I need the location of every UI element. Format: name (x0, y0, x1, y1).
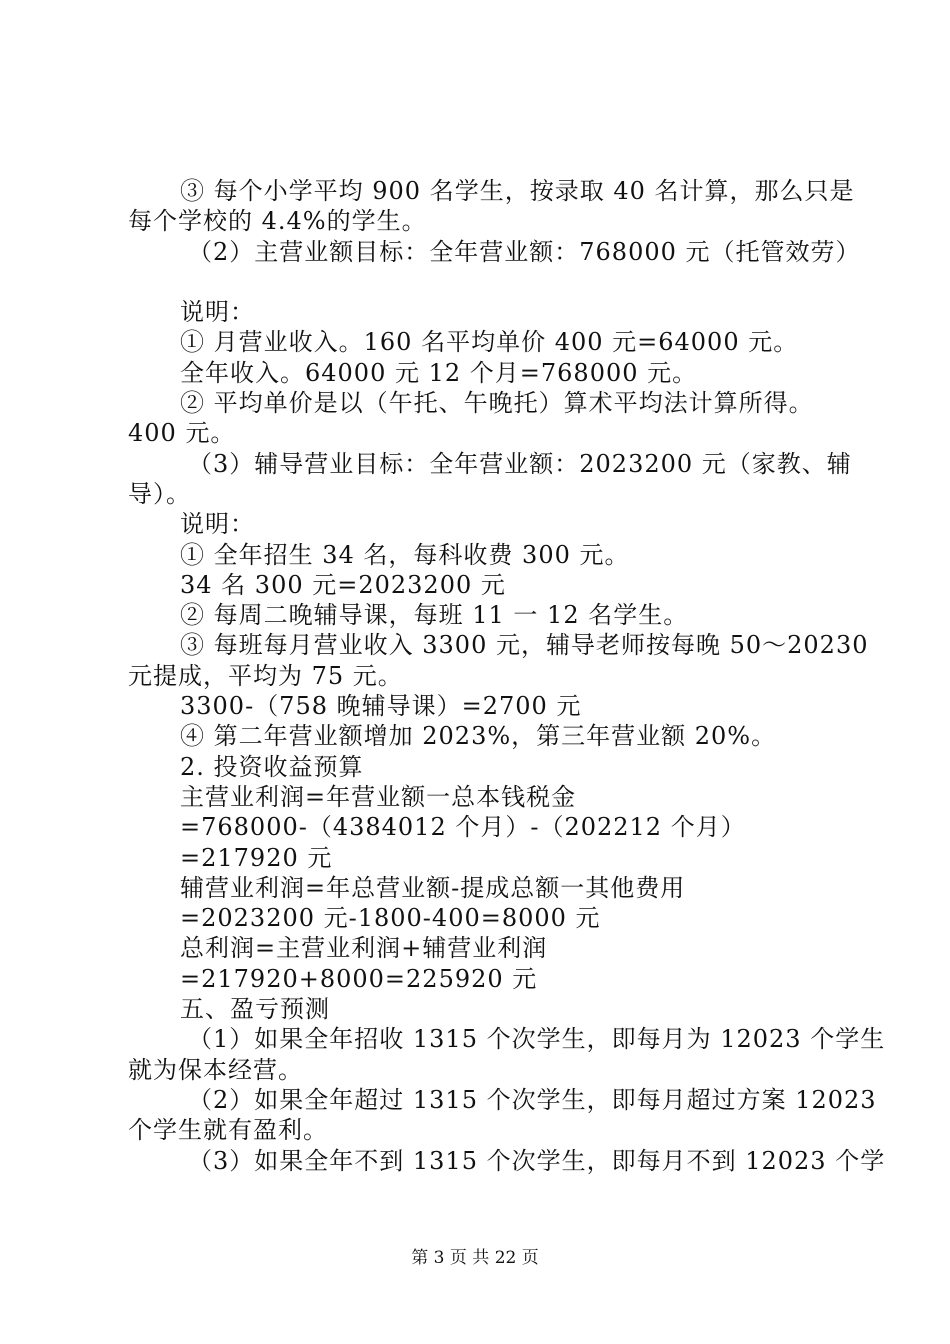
text-line: 总利润=主营业利润+辅营业利润 (180, 934, 548, 963)
text-line: ② 每周二晚辅导课，每班 11 一 12 名学生。 (180, 601, 689, 630)
text-line: （1）如果全年招收 1315 个次学生，即每月为 12023 个学生 (188, 1025, 886, 1054)
blank-line (128, 267, 832, 297)
text-line: 主营业利润=年营业额一总本钱税金 (180, 782, 577, 811)
page-body (128, 176, 886, 1176)
text-line: ① 月营业收入。160 名平均单价 400 元=64000 元。 (180, 328, 799, 357)
text-line: （3）辅导营业目标：全年营业额：2023200 元（家教、辅 (188, 449, 852, 478)
text-line: =768000-（4384012 个月）-（202212 个月） (180, 813, 746, 842)
text-line: 每个学校的 4.4%的学生。 (128, 207, 427, 236)
text-line: 34 名 300 元=2023200 元 (180, 570, 506, 599)
text-line: 说明： (180, 298, 255, 327)
text-line: =217920 元 (180, 843, 333, 872)
text-line: 400 元。 (128, 419, 236, 448)
text-line: （2）主营业额目标：全年营业额：768000 元（托管效劳） (188, 237, 861, 266)
text-line: ③ 每班每月营业收入 3300 元，辅导老师按每晚 50～20230 (180, 631, 869, 660)
text-line: ① 全年招生 34 名，每科收费 300 元。 (180, 540, 630, 569)
text-line: （3）如果全年不到 1315 个次学生，即每月不到 12023 个学 (188, 1146, 886, 1175)
section-heading: 2. 投资收益预算 (180, 752, 364, 781)
text-line: =217920+8000=225920 元 (180, 964, 538, 993)
text-line: 说明： (180, 510, 255, 539)
text-line: 全年收入。64000 元 12 个月=768000 元。 (180, 358, 698, 387)
text-line: ③ 每个小学平均 900 名学生，按录取 40 名计算，那么只是 (180, 177, 855, 205)
text-line: 3300-（758 晚辅导课）=2700 元 (180, 692, 582, 721)
section-heading: 五、盈亏预测 (180, 995, 330, 1024)
text-line: 导）。 (128, 479, 191, 508)
text-line: 元提成，平均为 75 元。 (128, 661, 403, 690)
text-line: ② 平均单价是以（午托、午晚托）算术平均法计算所得。 (180, 389, 814, 418)
text-line: 辅营业利润=年总营业额-提成总额一其他费用 (180, 873, 686, 902)
text-line: 个学生就有盈利。 (128, 1116, 328, 1145)
text-line: 就为保本经营。 (128, 1055, 303, 1084)
page-footer: 第 3 页 共 22 页 (411, 1248, 539, 1268)
text-line: （2）如果全年超过 1315 个次学生，即每月超过方案 12023 (188, 1085, 877, 1114)
text-line: ④ 第二年营业额增加 2023%，第三年营业额 20%。 (180, 722, 777, 751)
text-line: =2023200 元-1800-400=8000 元 (180, 904, 601, 933)
